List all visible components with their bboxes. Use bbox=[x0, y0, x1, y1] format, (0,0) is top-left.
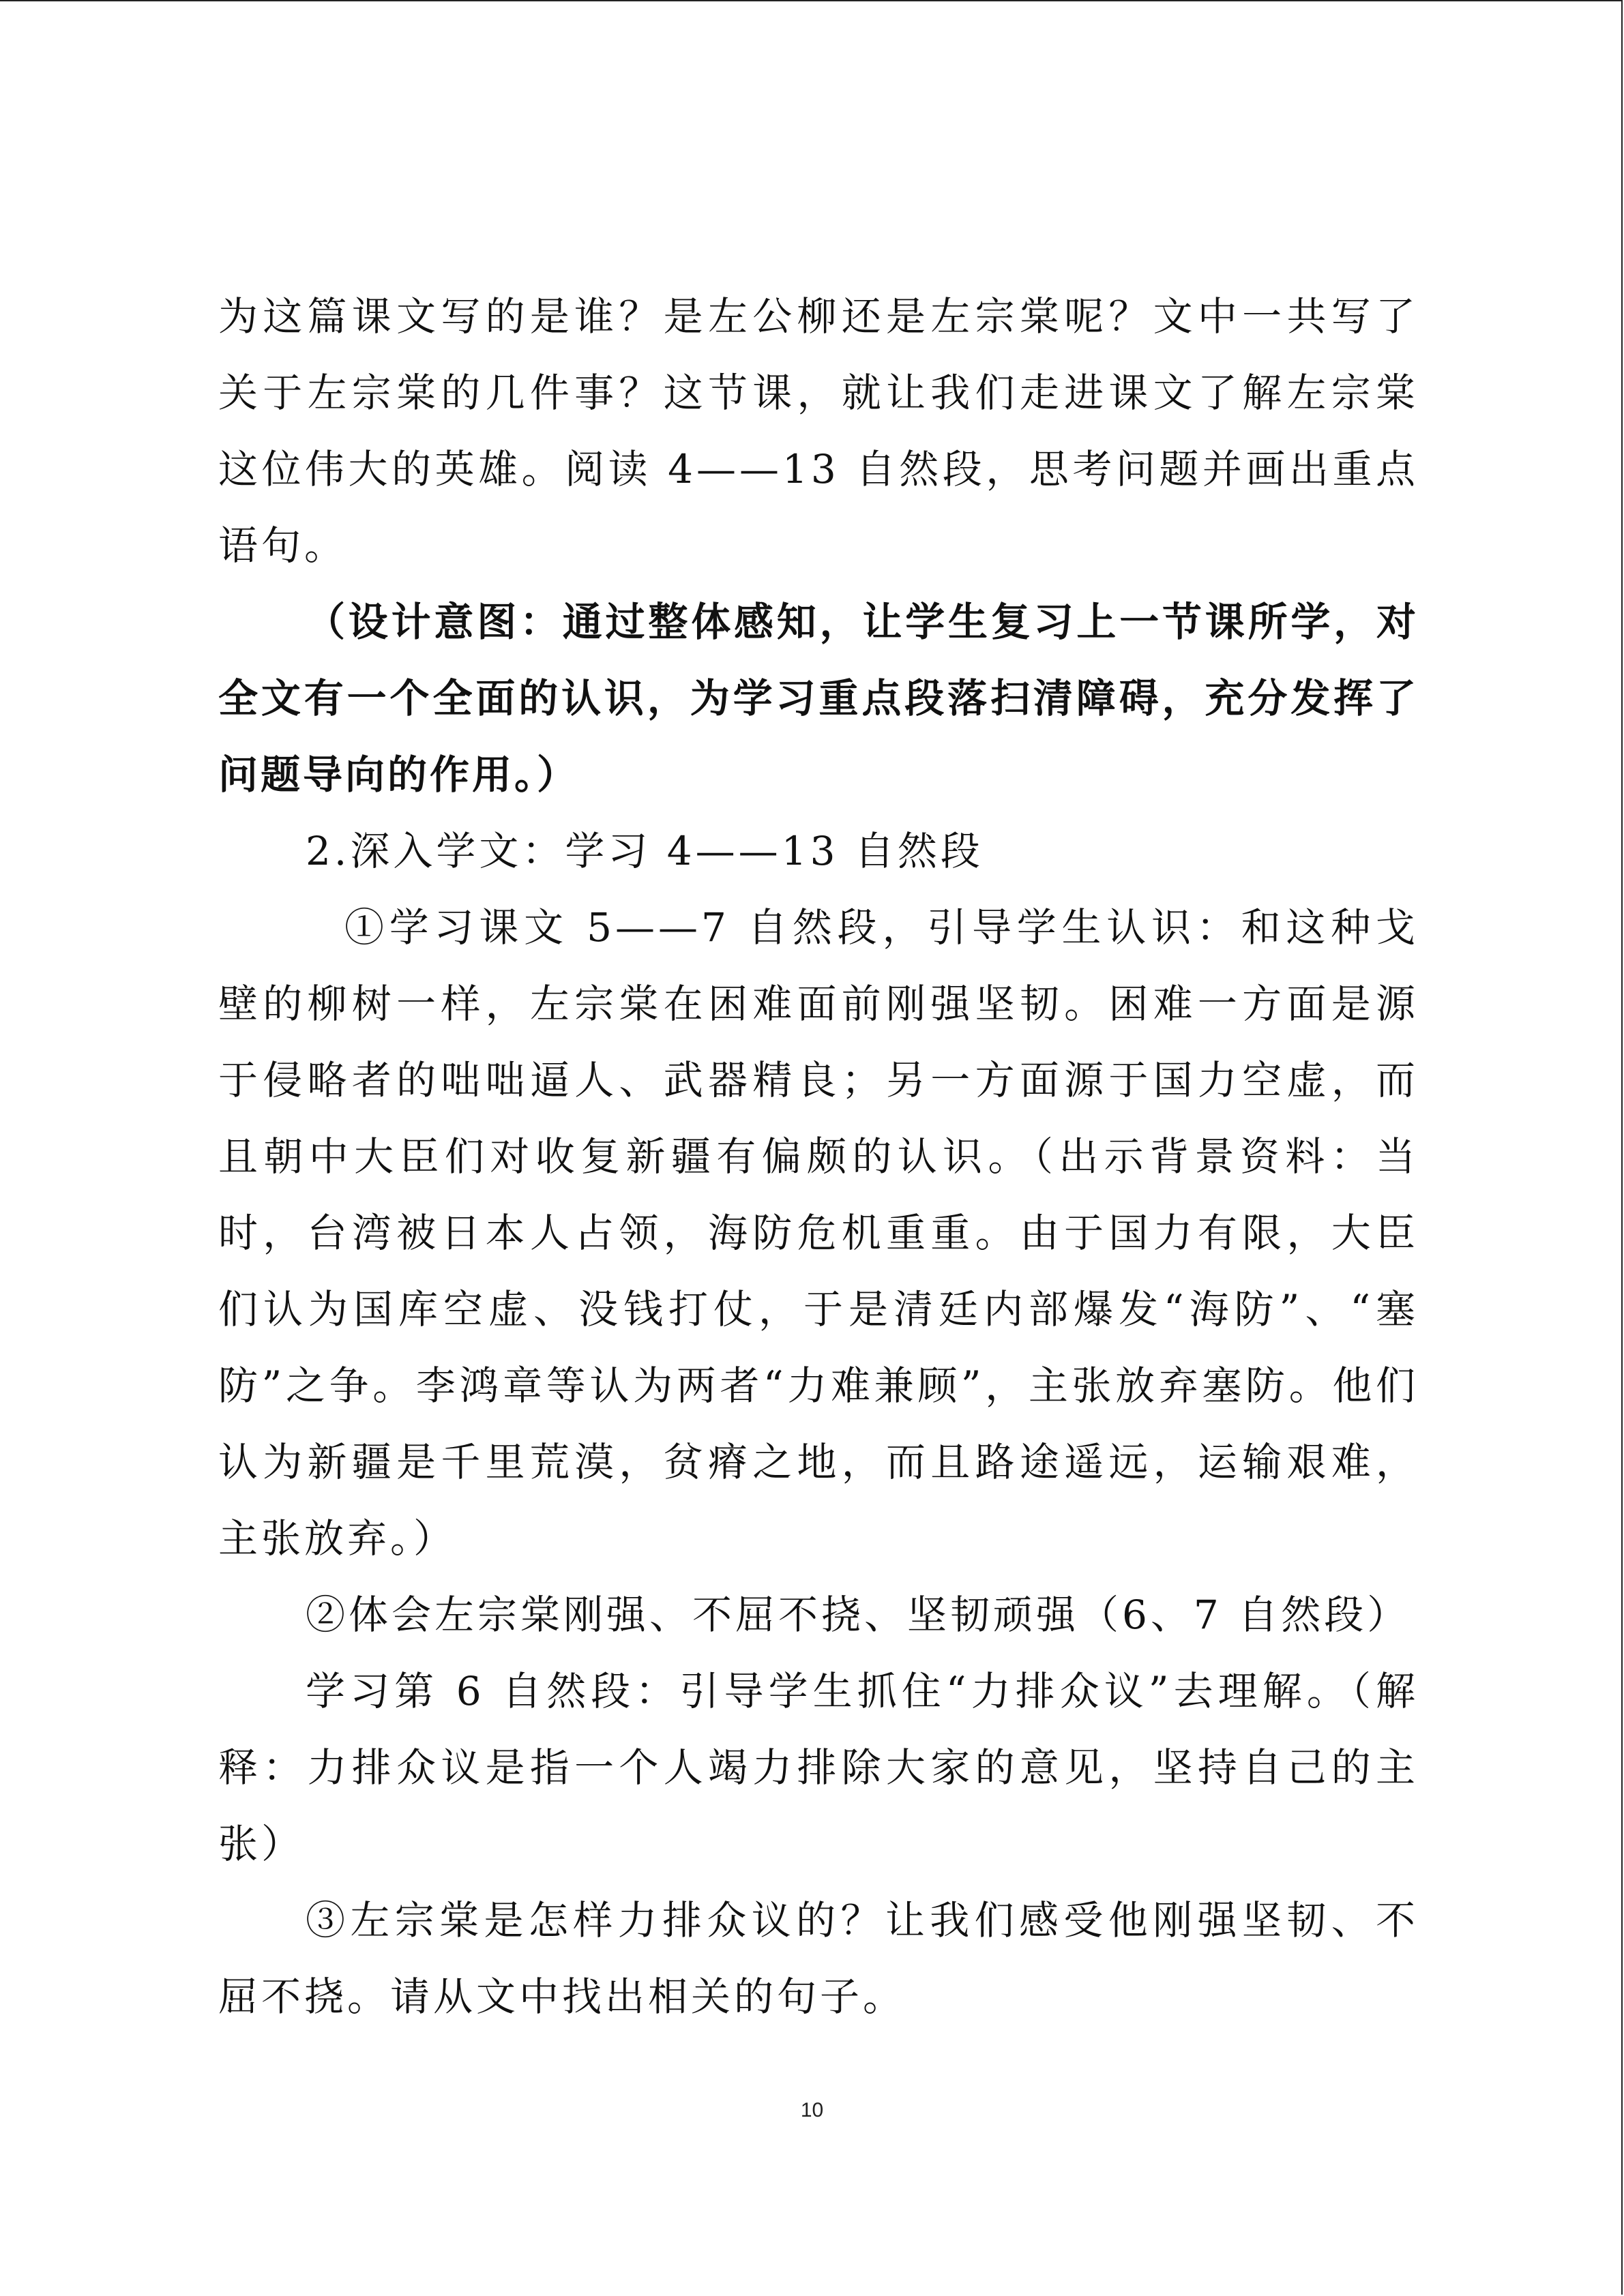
paragraph-section-heading: 2.深入学文：学习 4——13 自然段 bbox=[306, 828, 984, 874]
paragraph-step-two: ②体会左宗棠刚强、不屈不挠、坚韧顽强（6、7 自然段） bbox=[306, 1592, 1411, 1638]
document-body bbox=[218, 278, 1419, 2035]
paragraph-study-section-six: 学习第 6 自然段：引导学生抓住“力排众议”去理解。（解释：力排众议是指一个人竭力排除大家的意见，坚持自己的主张） bbox=[218, 1668, 1419, 1867]
paragraph-step-three: ③左宗棠是怎样力排众议的？让我们感受他刚强坚韧、不屈不挠。请从文中找出相关的句子。 bbox=[218, 1897, 1419, 2020]
paragraph-step-one: ①学习课文 5——7 自然段，引导学生认识：和这种戈壁的柳树一样，左宗棠在困难面前刚强坚韧。困难一方面是源于侵略者的咄咄逼人、武器精良；另一方面源于国力空虚，而且朝中大臣们对收复新疆有偏颇的认识。（出示背景资料：当时，台湾被日本人占领，海防危机重重。由于国力有限，大臣们认为国库空虚、没钱打仗，于是清廷内部爆发“海防”、“塞防”之争。李鸿章等认为两者“力难兼顾”，主张放弃塞防。他们认为新疆是千里荒漠，贫瘠之地，而且路途遥远，运输艰难，主张放弃。） bbox=[218, 904, 1419, 1562]
page-number: 10 bbox=[800, 2099, 824, 2121]
paragraph-intro-questions: 为这篇课文写的是谁？是左公柳还是左宗棠呢？文中一共写了关于左宗棠的几件事？这节课，就让我们走进课文了解左宗棠这位伟大的英雄。阅读 4——13 自然段，思考问题并画出重点语句。 bbox=[218, 293, 1419, 569]
paragraph-design-intent: （设计意图：通过整体感知，让学生复习上一节课所学，对全文有一个全面的认识，为学习重点段落扫清障碍，充分发挥了问题导向的作用。） bbox=[218, 599, 1419, 798]
